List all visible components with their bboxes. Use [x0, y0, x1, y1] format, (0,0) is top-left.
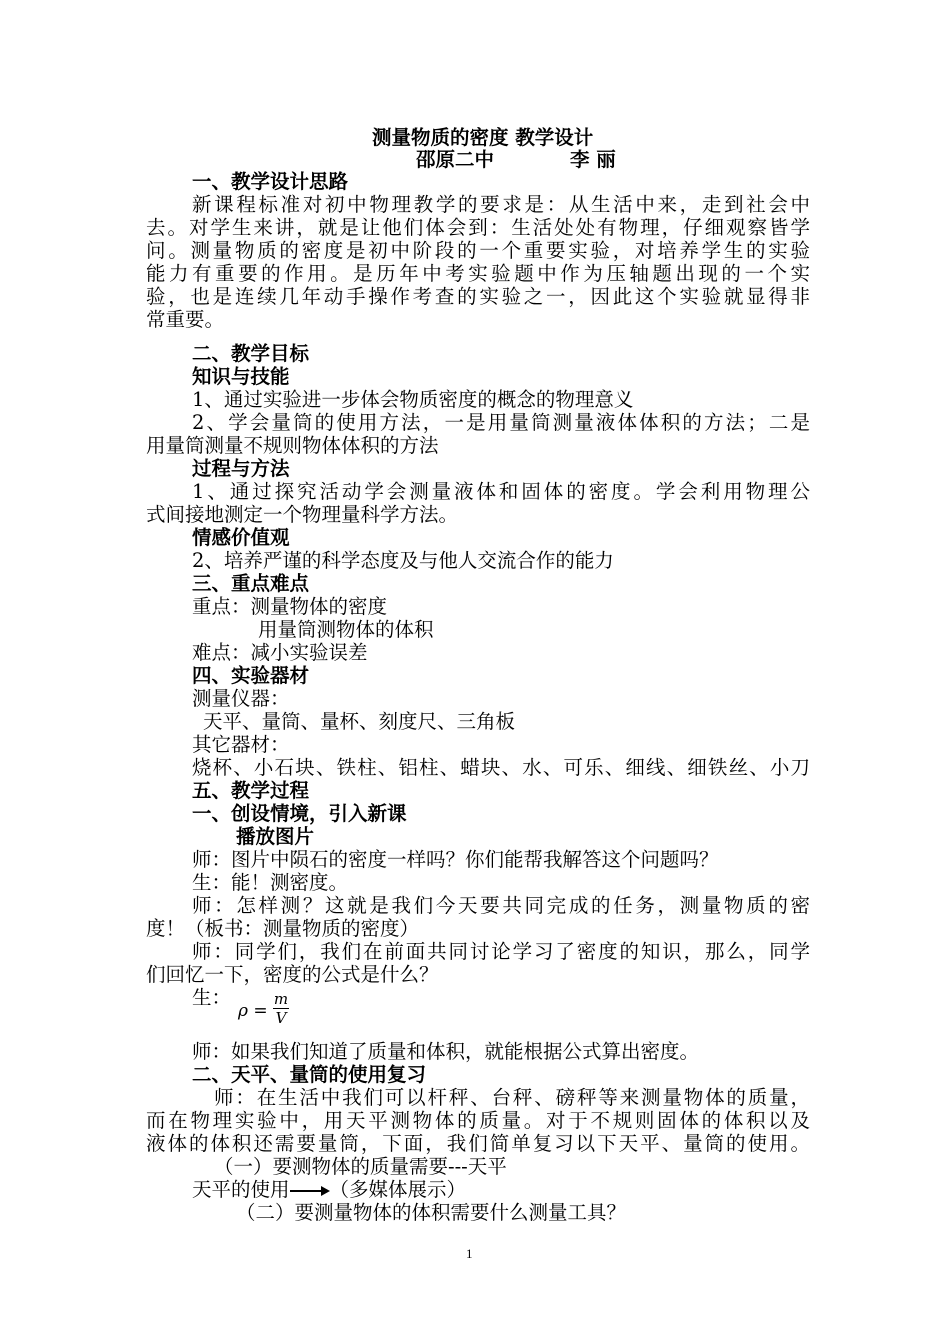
subsection-heading: 过程与方法 — [192, 457, 290, 480]
document-title: 测量物质的密度 教学设计 — [372, 126, 594, 149]
paragraph-line: 去。对学生来讲，就是让他们体会到：生活处处有物理，仔细观察皆学 — [146, 216, 810, 239]
paragraph-line — [192, 1178, 856, 1202]
paragraph-line: 生： — [192, 986, 232, 1009]
subsection-heading: 情感价值观 — [192, 526, 290, 549]
paragraph-line: 师：如果我们知道了质量和体积，就能根据公式算出密度。 — [192, 1040, 700, 1063]
paragraph-line: 重点：测量物体的密度 — [192, 595, 388, 618]
paragraph-line: 们回忆一下，密度的公式是什么？ — [146, 963, 439, 986]
paragraph-line: 问。测量物质的密度是初中阶段的一个重要实验，对培养学生的实验 — [146, 239, 810, 262]
paragraph-line: （一）要测物体的质量需要---天平 — [214, 1155, 507, 1178]
paragraph-line: 液体的体积还需要量筒，下面，我们简单复习以下天平、量筒的使用。 — [146, 1132, 810, 1155]
paragraph-line: 烧杯、小石块、铁柱、铝柱、蜡块、水、可乐、细线、细铁丝、小刀 — [192, 756, 810, 779]
formula-numerator: m — [273, 990, 289, 1008]
paragraph-line: 师：同学们，我们在前面共同讨论学习了密度的知识，那么，同学 — [192, 940, 810, 963]
section-heading: 五、教学过程 — [192, 779, 310, 802]
formula-fraction — [272, 990, 290, 1027]
paragraph-line: 生：能！测密度。 — [192, 871, 349, 894]
paragraph-line: 测量仪器： — [192, 687, 290, 710]
section-heading: 三、重点难点 — [192, 572, 310, 595]
author-school: 邵原二中 — [416, 148, 495, 171]
paragraph-line: 2、培养严谨的科学态度及与他人交流合作的能力 — [192, 549, 614, 572]
paragraph-line: 式间接地测定一个物理量科学方法。 — [146, 503, 459, 526]
paragraph-line: 2、学会量筒的使用方法，一是用量筒测量液体体积的方法；二是 — [192, 411, 810, 434]
paragraph-line: 1、通过实验进一步体会物质密度的概念的物理意义 — [192, 388, 634, 411]
paragraph-line: 用量筒测物体的体积 — [258, 618, 434, 641]
paragraph-line: 度！（板书：测量物质的密度） — [146, 917, 420, 940]
paragraph-line: 用量筒测量不规则物体体积的方法 — [146, 434, 439, 457]
paragraph-line: 师：图片中陨石的密度一样吗？你们能帮我解答这个问题吗？ — [192, 848, 719, 871]
section-heading: 四、实验器材 — [192, 664, 310, 687]
paragraph-line: 验，也是连续几年动手操作考查的实验之一，因此这个实验就显得非 — [146, 285, 810, 308]
section-heading: 一、教学设计思路 — [192, 170, 349, 193]
paragraph-line: 能力有重要的作用。是历年中考实验题中作为压轴题出现的一个实 — [146, 262, 810, 285]
paragraph-line: 难点：减小实验误差 — [192, 641, 368, 664]
subsection-heading: 二、天平、量筒的使用复习 — [192, 1063, 427, 1086]
multimedia-note: （多媒体展示） — [329, 1178, 467, 1201]
paragraph-line: 其它器材： — [192, 733, 290, 756]
paragraph-line: 师：在生活中我们可以杆秤、台秤、磅秤等来测量物体的质量， — [214, 1086, 810, 1109]
section-heading: 二、教学目标 — [192, 342, 310, 365]
paragraph-line: 师：怎样测？这就是我们今天要共同完成的任务，测量物质的密 — [192, 894, 810, 917]
paragraph-line: 1、通过探究活动学会测量液体和固体的密度。学会利用物理公 — [192, 480, 810, 503]
formula-denominator: V — [275, 1009, 287, 1027]
paragraph-line: 天平、量筒、量杯、刻度尺、三角板 — [203, 710, 516, 733]
paragraph-line: （二）要测量物体的体积需要什么测量工具？ — [236, 1201, 627, 1224]
paragraph-line: 而在物理实验中，用天平测物体的质量。对于不规则固体的体积以及 — [146, 1109, 810, 1132]
formula-lhs: ρ = — [238, 1001, 268, 1021]
subsection-heading: 一、创设情境，引入新课 — [192, 802, 407, 825]
author-name: 李 丽 — [570, 148, 616, 171]
subsection-heading: 知识与技能 — [192, 365, 290, 388]
right-arrow-icon — [290, 1186, 330, 1196]
balance-usage-label: 天平的使用 — [192, 1178, 290, 1201]
paragraph-line: 新课程标准对初中物理教学的要求是：从生活中来，走到社会中 — [192, 193, 810, 216]
page-number: 1 — [466, 1246, 473, 1261]
subsection-heading: 播放图片 — [236, 825, 315, 848]
paragraph-line: 常重要。 — [146, 308, 225, 331]
